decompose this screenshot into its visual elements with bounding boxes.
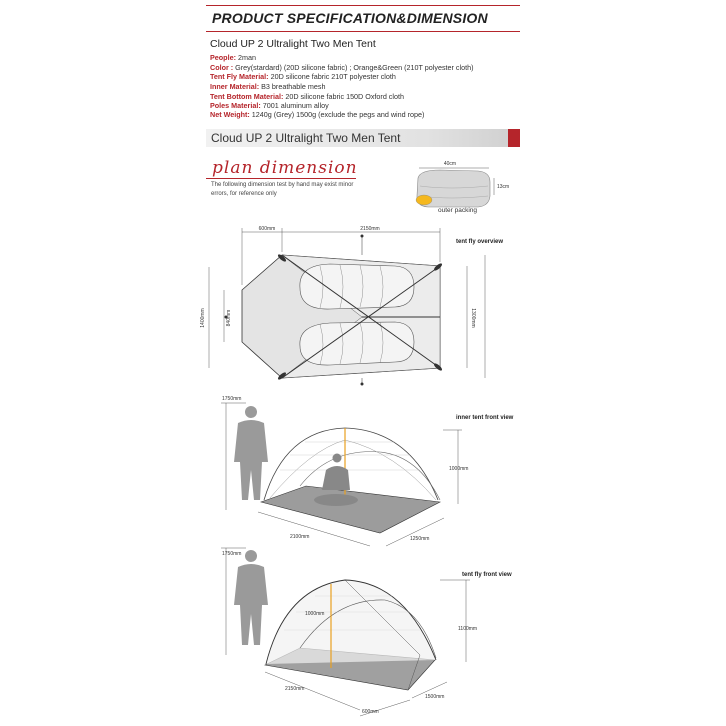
fly-dim-2150: 2150mm <box>360 226 380 232</box>
fly-overview-label: tent fly overview <box>456 239 504 245</box>
spec-label: Color : <box>210 63 234 72</box>
spec-label: Inner Material: <box>210 82 260 91</box>
spec-label: Net Weight: <box>210 110 250 119</box>
banner-title: Cloud UP 2 Ultralight Two Men Tent <box>211 131 401 145</box>
spec-label: Poles Material: <box>210 101 261 110</box>
fly-person-height: 1750mm <box>222 551 242 557</box>
plan-title: plan dimension <box>212 158 358 178</box>
plan-note: The following dimension test by hand may exist minor errors, for reference only <box>211 182 354 197</box>
inner-front-label: inner tent front view <box>456 415 514 421</box>
spec-value: 20D silicone fabric 150D Oxford cloth <box>285 92 404 101</box>
fly-tent-drawing <box>265 580 436 690</box>
spec-value: Grey(stardard) (20D silicone fabric) ; Orange&Green (210T polyester cloth) <box>235 63 474 72</box>
spec-value: 1240g (Grey) 1500g (exclude the pegs and wind rope) <box>251 110 425 119</box>
person-silhouette-2 <box>234 550 268 645</box>
spec-value: 20D silicone fabric 210T polyester cloth <box>270 72 396 81</box>
fly-dim-1300: 1300mm <box>470 308 476 328</box>
fly-height: 1100mm <box>458 626 478 632</box>
spec-value: B3 breathable mesh <box>261 82 326 91</box>
fly-front-label: tent fly front view <box>462 572 512 578</box>
inner-tent-drawing <box>261 428 440 533</box>
spec-value: 7001 aluminum alloy <box>262 101 329 110</box>
fly-inner-height: 1000mm <box>305 611 325 617</box>
inner-person-height: 1750mm <box>222 396 242 402</box>
inner-width: 1250mm <box>410 536 430 542</box>
person-silhouette-1 <box>234 406 268 500</box>
spec-value: 2man <box>237 53 256 62</box>
packing-bag-illustration <box>416 168 494 207</box>
packing-height: 13cm <box>497 184 510 190</box>
fly-dim-600: 600mm <box>258 226 276 232</box>
fly-dim-840: 840mm <box>226 309 232 327</box>
packing-width: 40cm <box>443 161 457 167</box>
fly-vestibule: 600mm <box>362 709 379 715</box>
spec-label: Tent Fly Material: <box>210 72 269 81</box>
spec-label: People: <box>210 53 236 62</box>
product-name: Cloud UP 2 Ultralight Two Men Tent <box>210 38 376 50</box>
fly-overview-drawing <box>225 235 444 386</box>
fly-length: 2150mm <box>285 686 305 692</box>
page-title: PRODUCT SPECIFICATION&DIMENSION <box>212 10 488 26</box>
fly-width: 1500mm <box>425 694 445 700</box>
inner-dimension-lines <box>258 430 462 546</box>
inner-length: 2100mm <box>290 534 310 540</box>
inner-height: 1000mm <box>449 466 469 472</box>
packing-label: outer packing <box>438 207 478 214</box>
spec-label: Tent Bottom Material: <box>210 92 284 101</box>
fly-dim-1400: 1400mm <box>200 308 206 328</box>
